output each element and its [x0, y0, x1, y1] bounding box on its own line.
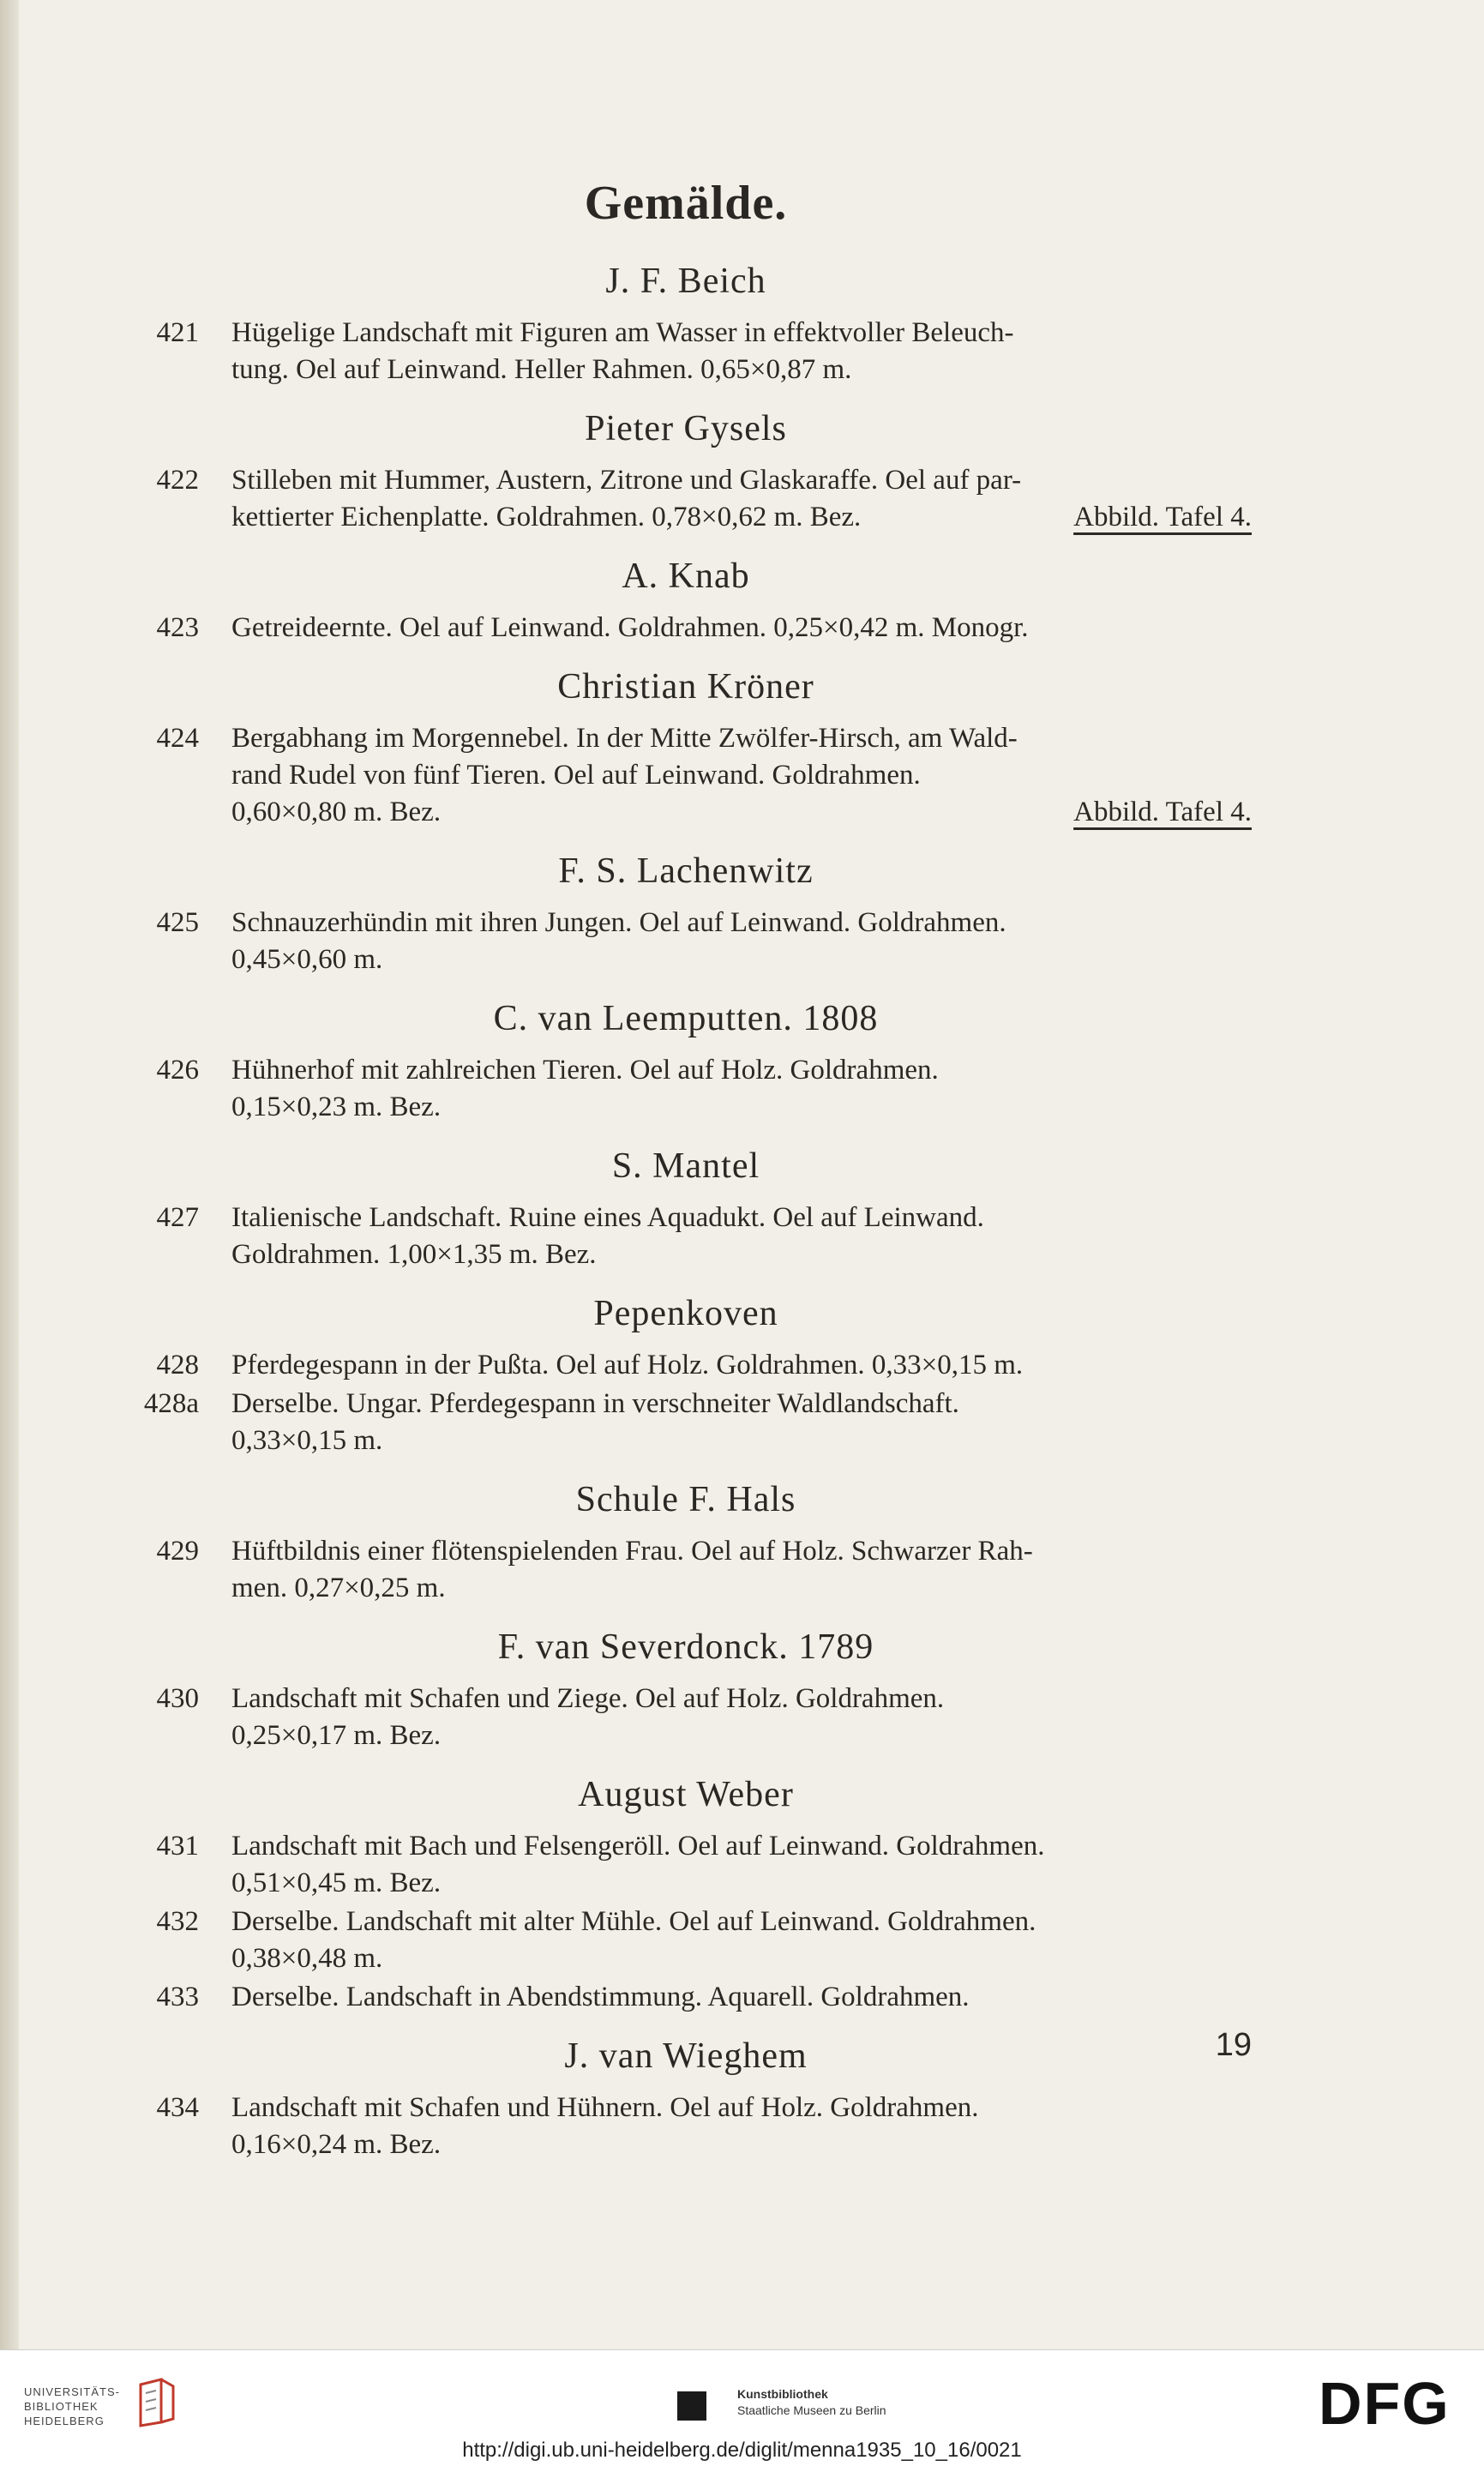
entry-number: 428a — [143, 1388, 199, 1419]
entry-line — [231, 941, 1252, 978]
entry-line-text: Getreideernte. Oel auf Leinwand. Goldrahmen. 0,25×0,42 m. Monogr. — [231, 612, 1029, 643]
entry-line — [231, 794, 1252, 831]
entry-line-text: Schnauzerhündin mit ihren Jungen. Oel auf Leinwand. Goldrahmen. — [231, 907, 1006, 938]
entry-description — [231, 1200, 1252, 1273]
artist-heading: S. Mantel — [611, 1146, 760, 1186]
entry-line-text: Goldrahmen. 1,00×1,35 m. Bez. — [231, 1239, 597, 1270]
catalog-entry — [120, 2090, 1252, 2163]
entry-line — [231, 1089, 1252, 1126]
source-url[interactable]: http://digi.ub.uni-heidelberg.de/diglit/menna1935_10_16/0021 — [462, 2439, 1022, 2462]
artist-heading: Christian Kröner — [557, 667, 814, 707]
catalog-entry — [120, 720, 1252, 831]
entry-number: 427 — [156, 1202, 199, 1233]
entry-line — [231, 1236, 1252, 1273]
entry-line-text: 0,45×0,60 m. — [231, 944, 383, 975]
entry-description — [231, 1533, 1252, 1607]
entry-description — [231, 1347, 1252, 1384]
catalog-content — [120, 176, 1252, 2165]
uni-line: HEIDELBERG — [24, 2415, 105, 2427]
page-spine-shadow — [0, 0, 19, 2349]
dfg-logo[interactable]: DFG — [1319, 2370, 1451, 2437]
artist-heading: C. van Leemputten. 1808 — [493, 999, 879, 1038]
entry-number: 426 — [156, 1055, 199, 1086]
entry-line — [231, 1828, 1252, 1865]
artist-heading: F. van Severdonck. 1789 — [497, 1627, 874, 1667]
entry-line — [231, 1200, 1252, 1236]
entry-line — [231, 1533, 1252, 1570]
entry-description — [231, 905, 1252, 978]
entry-line-text: Landschaft mit Schafen und Ziege. Oel auf Holz. Goldrahmen. — [231, 1683, 945, 1714]
entry-line — [231, 1904, 1252, 1940]
entry-number: 429 — [156, 1536, 199, 1567]
entry-line-text: rand Rudel von fünf Tieren. Oel auf Leinwand. Goldrahmen. — [231, 760, 921, 791]
catalog-entry — [120, 1533, 1252, 1607]
entry-line — [231, 1865, 1252, 1902]
artist-heading: Pieter Gysels — [585, 409, 787, 448]
entry-description — [231, 1386, 1252, 1459]
page-number: 19 — [1215, 2027, 1252, 2063]
entry-line — [231, 757, 1252, 794]
entry-line — [231, 1940, 1252, 1977]
entry-line-text: men. 0,27×0,25 m. — [231, 1573, 446, 1603]
entry-line — [231, 720, 1252, 757]
entry-line — [231, 2126, 1252, 2163]
entry-line-text: Bergabhang im Morgennebel. In der Mitte Zwölfer-Hirsch, am Wald- — [231, 723, 1018, 754]
entry-line-text: Pferdegespann in der Pußta. Oel auf Holz. Goldrahmen. 0,33×0,15 m. — [231, 1350, 1024, 1380]
entry-number: 424 — [156, 723, 199, 754]
entry-line-text: Derselbe. Ungar. Pferdegespann in verschneiter Waldlandschaft. — [231, 1388, 959, 1419]
entry-line-text: Landschaft mit Schafen und Hühnern. Oel auf Holz. Goldrahmen. — [231, 2092, 979, 2123]
entry-line-text: 0,60×0,80 m. Bez. — [231, 797, 442, 827]
entry-line-text: tung. Oel auf Leinwand. Heller Rahmen. 0,65×0,87 m. — [231, 354, 852, 385]
entry-line — [231, 1681, 1252, 1717]
catalog-entry — [120, 1347, 1252, 1384]
catalog-entry — [120, 1979, 1252, 2016]
entry-line — [231, 1979, 1252, 2016]
catalog-entry — [120, 610, 1252, 647]
artist-heading: Pepenkoven — [593, 1294, 778, 1333]
entry-number: 433 — [156, 1982, 199, 2012]
entry-line — [231, 905, 1252, 941]
entry-line-text: Stilleben mit Hummer, Austern, Zitrone und Glaskaraffe. Oel auf par- — [231, 465, 1022, 496]
entry-line — [231, 1052, 1252, 1089]
catalog-entry — [120, 1200, 1252, 1273]
entry-line-text: Landschaft mit Bach und Felsengeröll. Oel auf Leinwand. Goldrahmen. — [231, 1831, 1045, 1862]
entry-description — [231, 1052, 1252, 1126]
entry-description — [231, 462, 1252, 536]
page-title: Gemälde. — [584, 177, 788, 230]
entry-line — [231, 610, 1252, 647]
entry-line — [231, 1422, 1252, 1459]
entry-description — [231, 315, 1252, 388]
entry-line — [231, 1717, 1252, 1754]
entry-line-text: 0,38×0,48 m. — [231, 1943, 383, 1974]
illustration-reference: Abbild. Tafel 4. — [1073, 797, 1252, 827]
entry-number: 432 — [156, 1906, 199, 1937]
artist-heading: J. F. Beich — [605, 262, 766, 301]
catalog-entry — [120, 1904, 1252, 1977]
entry-line — [231, 462, 1252, 499]
catalog-entry — [120, 462, 1252, 536]
entry-line — [231, 499, 1252, 536]
kb-title: Kunstbibliothek — [737, 2387, 828, 2401]
entry-number: 421 — [156, 317, 199, 348]
entry-line — [231, 2090, 1252, 2126]
artist-heading: August Weber — [578, 1775, 794, 1814]
entry-line — [231, 315, 1252, 352]
entry-line-text: Derselbe. Landschaft mit alter Mühle. Oel auf Leinwand. Goldrahmen. — [231, 1906, 1036, 1937]
entry-line — [231, 352, 1252, 388]
entry-number: 431 — [156, 1831, 199, 1862]
uni-line: BIBLIOTHEK — [24, 2400, 99, 2413]
artist-heading: A. Knab — [622, 556, 750, 596]
artist-heading: J. van Wieghem — [564, 2036, 808, 2076]
entry-description — [231, 2090, 1252, 2163]
entry-number: 422 — [156, 465, 199, 496]
entry-description — [231, 1979, 1252, 2016]
artist-heading: Schule F. Hals — [575, 1480, 796, 1519]
entry-line-text: Hügelige Landschaft mit Figuren am Wasser in effektvoller Beleuch- — [231, 317, 1014, 348]
entry-description — [231, 610, 1252, 647]
entry-description — [231, 1904, 1252, 1977]
university-library-label[interactable] — [24, 2385, 120, 2428]
uni-line: UNIVERSITÄTS- — [24, 2385, 120, 2398]
kunstbibliothek-label[interactable] — [737, 2386, 886, 2419]
catalog-entry — [120, 1052, 1252, 1126]
entry-line-text: Hüftbildnis einer flötenspielenden Frau. Oel auf Holz. Schwarzer Rah- — [231, 1536, 1033, 1567]
viewer-footer — [0, 2349, 1484, 2466]
entry-line — [231, 1386, 1252, 1422]
entry-description — [231, 720, 1252, 831]
artist-heading: F. S. Lachenwitz — [558, 851, 814, 891]
catalog-entry — [120, 315, 1252, 388]
entry-line-text: 0,33×0,15 m. — [231, 1425, 383, 1456]
uni-heidelberg-logo-icon[interactable] — [135, 2376, 178, 2427]
entry-line-text: 0,16×0,24 m. Bez. — [231, 2129, 442, 2160]
entry-line-text: Italienische Landschaft. Ruine eines Aquadukt. Oel auf Leinwand. — [231, 1202, 984, 1233]
entry-number: 423 — [156, 612, 199, 643]
entry-description — [231, 1828, 1252, 1902]
entry-number: 430 — [156, 1683, 199, 1714]
entry-number: 434 — [156, 2092, 199, 2123]
entry-line-text: 0,25×0,17 m. Bez. — [231, 1720, 442, 1751]
entry-line-text: Hühnerhof mit zahlreichen Tieren. Oel auf Holz. Goldrahmen. — [231, 1055, 939, 1086]
entry-number: 425 — [156, 907, 199, 938]
entry-line-text: 0,15×0,23 m. Bez. — [231, 1092, 442, 1122]
kb-subtitle: Staatliche Museen zu Berlin — [737, 2403, 886, 2417]
entry-line-text: Derselbe. Landschaft in Abendstimmung. Aquarell. Goldrahmen. — [231, 1982, 970, 2012]
illustration-reference: Abbild. Tafel 4. — [1073, 502, 1252, 532]
entry-line — [231, 1347, 1252, 1384]
entry-description — [231, 1681, 1252, 1754]
catalog-entry — [120, 1386, 1252, 1459]
catalog-entry — [120, 1681, 1252, 1754]
entry-line-text: 0,51×0,45 m. Bez. — [231, 1868, 442, 1898]
catalog-entry — [120, 905, 1252, 978]
entry-line-text: kettierter Eichenplatte. Goldrahmen. 0,78×0,62 m. Bez. — [231, 502, 862, 532]
catalog-sections — [120, 260, 1252, 2163]
catalog-entry — [120, 1828, 1252, 1902]
entry-line — [231, 1570, 1252, 1607]
entry-number: 428 — [156, 1350, 199, 1380]
kunstbibliothek-logo-icon[interactable] — [677, 2391, 706, 2421]
